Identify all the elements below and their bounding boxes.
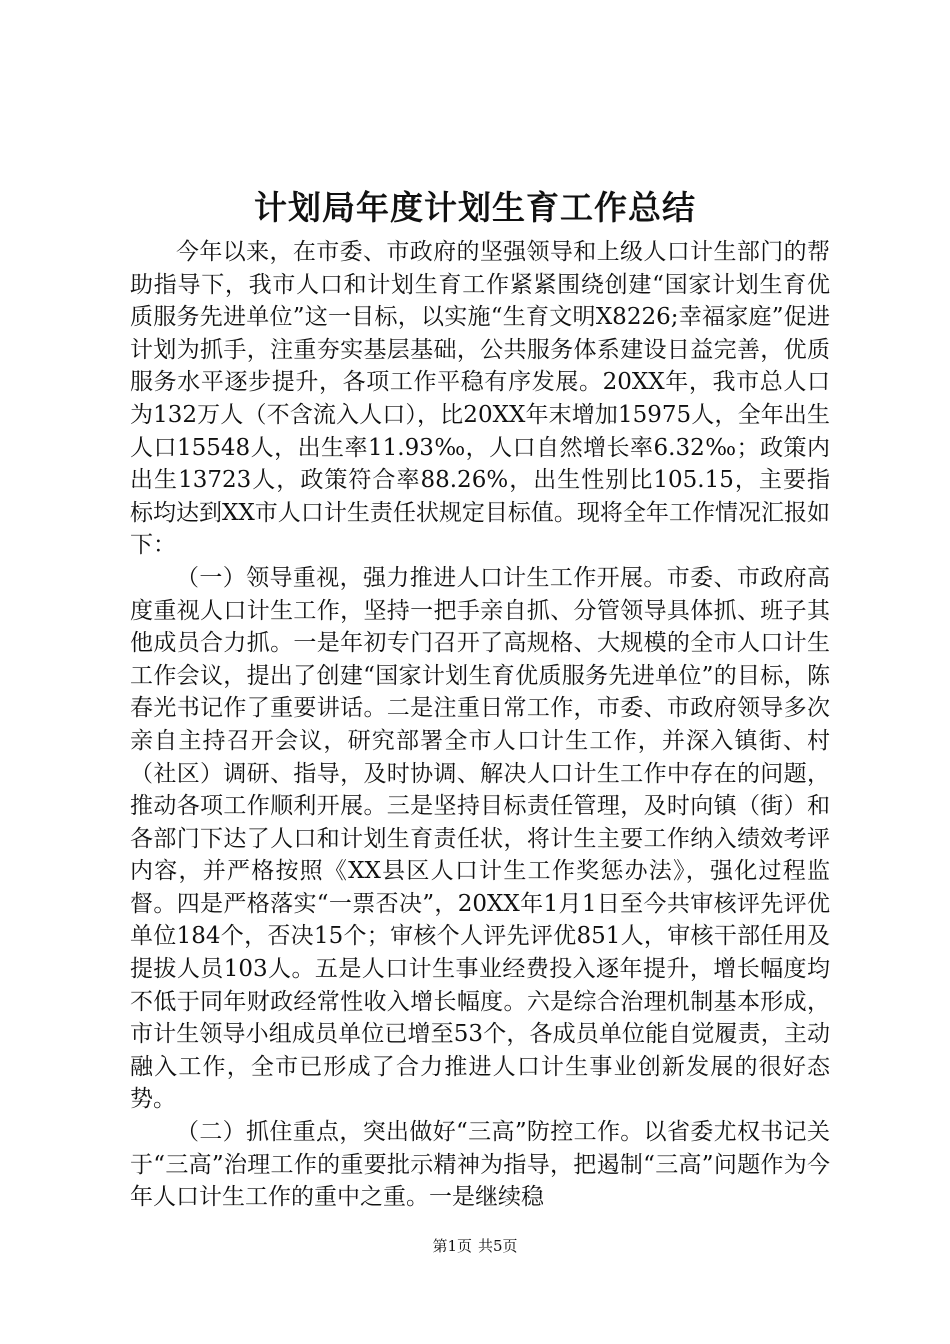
paragraph-section-1: （一）领导重视，强力推进人口计生工作开展。市委、市政府高度重视人口计生工作，坚持一把手亲自抓、分管领导具体抓、班子其他成员合力抓。一是年初专门召开了高规格、大规模的全市人口计生工作会议，提出了创建“国家计划生育优质服务先进单位”的目标，陈春光书记作了重要讲话。二是注重日常工作，市委、市政府领导多次亲自主持召开会议，研究部署全市人口计生工作，并深入镇街、村（社区）调研、指导，及时协调、解决人口计生工作中存在的问题，推动各项工作顺利开展。三是坚持目标责任管理，及时向镇（街）和各部门下达了人口和计划生育责任状，将计生主要工作纳入绩效考评内容，并严格按照《XX县区人口计生工作奖惩办法》，强化过程监督。四是严格落实“一票否决”，20XX年1月1日至今共审核评先评优单位184个，否决15个；审核个人评先评优851人，审核干部任用及提拔人员103人。五是人口计生事业经费投入逐年提升，增长幅度均不低于同年财政经常性收入增长幅度。六是综合治理机制基本形成，市计生领导小组成员单位已增至53个，各成员单位能自觉履责，主动融入工作，全市已形成了合力推进人口计生事业创新发展的很好态势。: [130, 564, 830, 1113]
page-total: 共5页: [478, 1237, 518, 1255]
page-footer: [0, 1236, 950, 1256]
document-body: [130, 236, 830, 1214]
paragraph-intro: 今年以来，在市委、市政府的坚强领导和上级人口计生部门的帮助指导下，我市人口和计划生育工作紧紧围绕创建“国家计划生育优质服务先进单位”这一目标，以实施“生育文明X8226;幸福家庭”促进计划为抓手，注重夯实基层基础，公共服务体系建设日益完善，优质服务水平逐步提升，各项工作平稳有序发展。20XX年，我市总人口为132万人（不含流入人口），比20XX年末增加15975人，全年出生人口15548人，出生率11.93‰，人口自然增长率6.32‰；政策内出生13723人，政策符合率88.26%，出生性别比105.15，主要指标均达到XX市人口计生责任状规定目标值。现将全年工作情况汇报如下：: [130, 239, 830, 559]
page-number: 第1页: [432, 1237, 472, 1255]
paragraph-section-2: （二）抓住重点，突出做好“三高”防控工作。以省委尤权书记关于“三高”治理工作的重要批示精神为指导，把遏制“三高”问题作为今年人口计生工作的重中之重。一是继续稳: [130, 1119, 830, 1211]
document-title: 计划局年度计划生育工作总结: [254, 188, 696, 227]
